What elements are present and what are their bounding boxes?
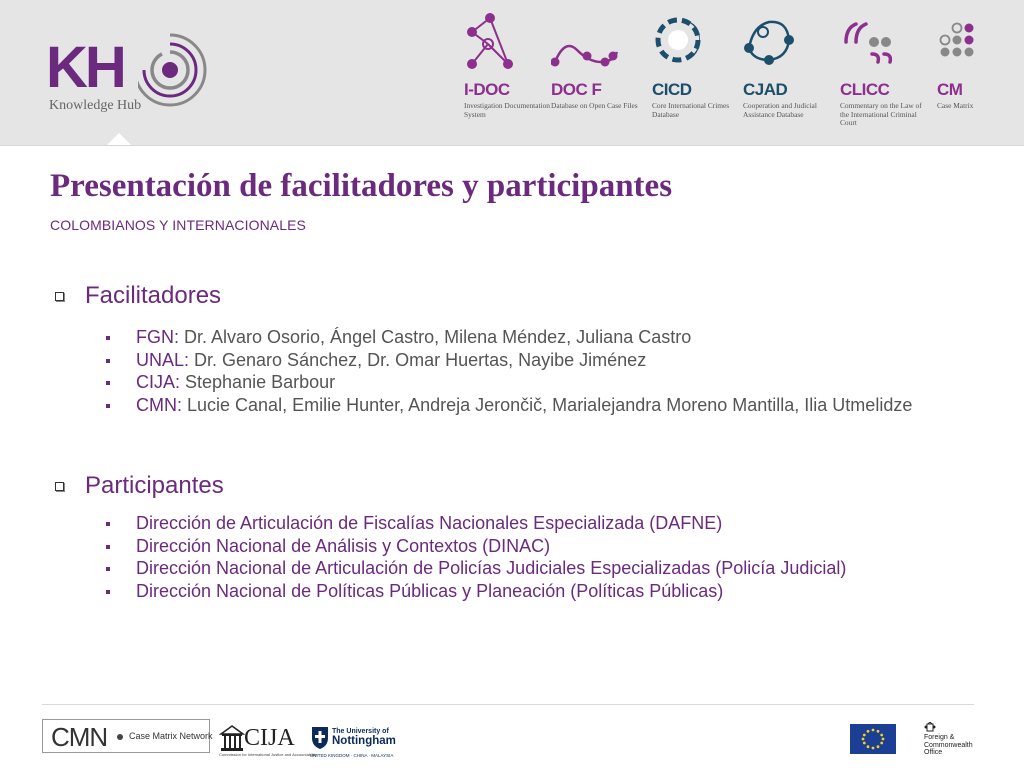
bullet-icon (106, 522, 110, 526)
cmn-logo-subtitle: Case Matrix Network (129, 731, 213, 741)
cm-dot-grid-icon (937, 12, 997, 74)
docf-wave-icon (551, 12, 621, 74)
square-bullet-icon (55, 482, 64, 491)
db-name: CLICC (840, 80, 890, 99)
list-item (102, 394, 912, 417)
cicd-ring-icon (652, 12, 712, 74)
db-name: DOC F (551, 80, 602, 99)
list-item (102, 512, 846, 535)
org-key: CIJA: (136, 372, 181, 392)
names: Stephanie Barbour (180, 372, 336, 392)
nottingham-small-text: The University of (332, 728, 389, 735)
list-item (102, 371, 912, 394)
eu-stars-icon (850, 724, 896, 754)
names: Dr. Genaro Sánchez, Dr. Omar Huertas, Nayibe Jiménez (189, 349, 647, 370)
header-band (0, 0, 1024, 146)
fco-line3: Office (924, 749, 943, 756)
list-item (102, 326, 912, 349)
cjad-nodes-icon (743, 12, 803, 74)
idoc-network-icon (464, 12, 524, 74)
cija-logo-subtitle: Commission for International Justice and Accountability (219, 752, 317, 757)
fco-line1: Foreign & (924, 734, 955, 741)
cija-logo-text: CIJA (244, 725, 295, 751)
kh-target-icon (138, 30, 208, 110)
db-description: Cooperation and Judicial Assistance Database (743, 101, 817, 119)
list-item (102, 580, 846, 603)
db-name: I-DOC (464, 80, 510, 99)
list-item (102, 349, 912, 372)
bullet-icon (106, 336, 110, 340)
section-label: Facilitadores (85, 282, 222, 309)
db-logo-docf[interactable] (551, 12, 646, 137)
org-key: UNAL: (136, 349, 190, 370)
clicc-quote-icon (840, 12, 900, 74)
nottingham-locations: UNITED KINGDOM · CHINA · MALAYSIA (310, 753, 394, 758)
nottingham-logo[interactable] (310, 722, 400, 760)
kh-logo-letters: KH (46, 35, 124, 100)
item-text: Dirección Nacional de Análisis y Contextos (DINAC) (136, 535, 551, 556)
slide-title: Presentación de facilitadores y participantes (50, 168, 673, 204)
nottingham-big-text: Nottingham (332, 735, 396, 747)
nottingham-crest-icon (311, 726, 329, 750)
item-text: Dirección Nacional de Políticas Públicas y Planeación (Políticas Públicas) (136, 580, 724, 601)
db-description: Commentary on the Law of the International Criminal Court (840, 101, 922, 127)
facilitadores-list (102, 326, 912, 416)
footer-divider (42, 704, 974, 705)
royal-crest-icon (924, 722, 936, 733)
bullet-icon (106, 567, 110, 571)
bullet-icon (106, 545, 110, 549)
cmn-logo-text: CMN (51, 722, 108, 752)
names: Lucie Canal, Emilie Hunter, Andreja Jerončič, Marialejandra Moreno Mantilla, Ilia Utmelidze (182, 394, 913, 415)
db-logo-idoc[interactable] (464, 12, 559, 137)
db-name: CJAD (743, 80, 788, 99)
bullet-icon (106, 404, 110, 408)
db-name: CICD (652, 80, 692, 99)
slide-subtitle: COLOMBIANOS Y INTERNACIONALES (50, 217, 307, 233)
cmn-dot-icon (117, 734, 123, 740)
header-notch (107, 133, 131, 145)
participantes-list (102, 512, 846, 602)
item-text: Dirección de Articulación de Fiscalías Nacionales Especializada (DAFNE) (136, 513, 723, 533)
list-item (102, 557, 846, 580)
db-logo-cjad[interactable] (743, 12, 838, 137)
db-logo-cm[interactable] (937, 12, 1024, 137)
org-key: FGN: (136, 327, 179, 347)
kh-logo-subtitle: Knowledge Hub (49, 98, 142, 113)
db-description: Core International Crimes Database (652, 101, 730, 119)
list-item (102, 535, 846, 558)
bullet-icon (106, 359, 110, 363)
fco-line2: Commonwealth (924, 741, 973, 749)
db-description: Database on Open Case Files (551, 101, 638, 110)
cmn-logo[interactable] (42, 719, 213, 753)
db-name: CM (937, 80, 963, 99)
bullet-icon (106, 590, 110, 594)
names: Dr. Alvaro Osorio, Ángel Castro, Milena Méndez, Juliana Castro (179, 327, 692, 347)
section-label: Participantes (85, 472, 224, 499)
eu-flag-icon (850, 724, 896, 754)
db-logo-clicc[interactable] (840, 12, 935, 137)
knowledge-hub-logo[interactable] (46, 30, 211, 115)
db-description: Investigation Documentation System (464, 101, 550, 119)
cija-building-icon (219, 724, 245, 754)
fco-logo[interactable] (924, 722, 984, 758)
cija-logo[interactable] (219, 722, 317, 758)
db-description: Case Matrix (937, 101, 974, 110)
square-bullet-icon (55, 292, 64, 301)
fco-text (924, 734, 973, 757)
db-logo-cicd[interactable] (652, 12, 747, 137)
bullet-icon (106, 381, 110, 385)
org-key: CMN: (136, 394, 182, 415)
item-text: Dirección Nacional de Articulación de Policías Judiciales Especializadas (Policía Judicial) (136, 558, 847, 578)
